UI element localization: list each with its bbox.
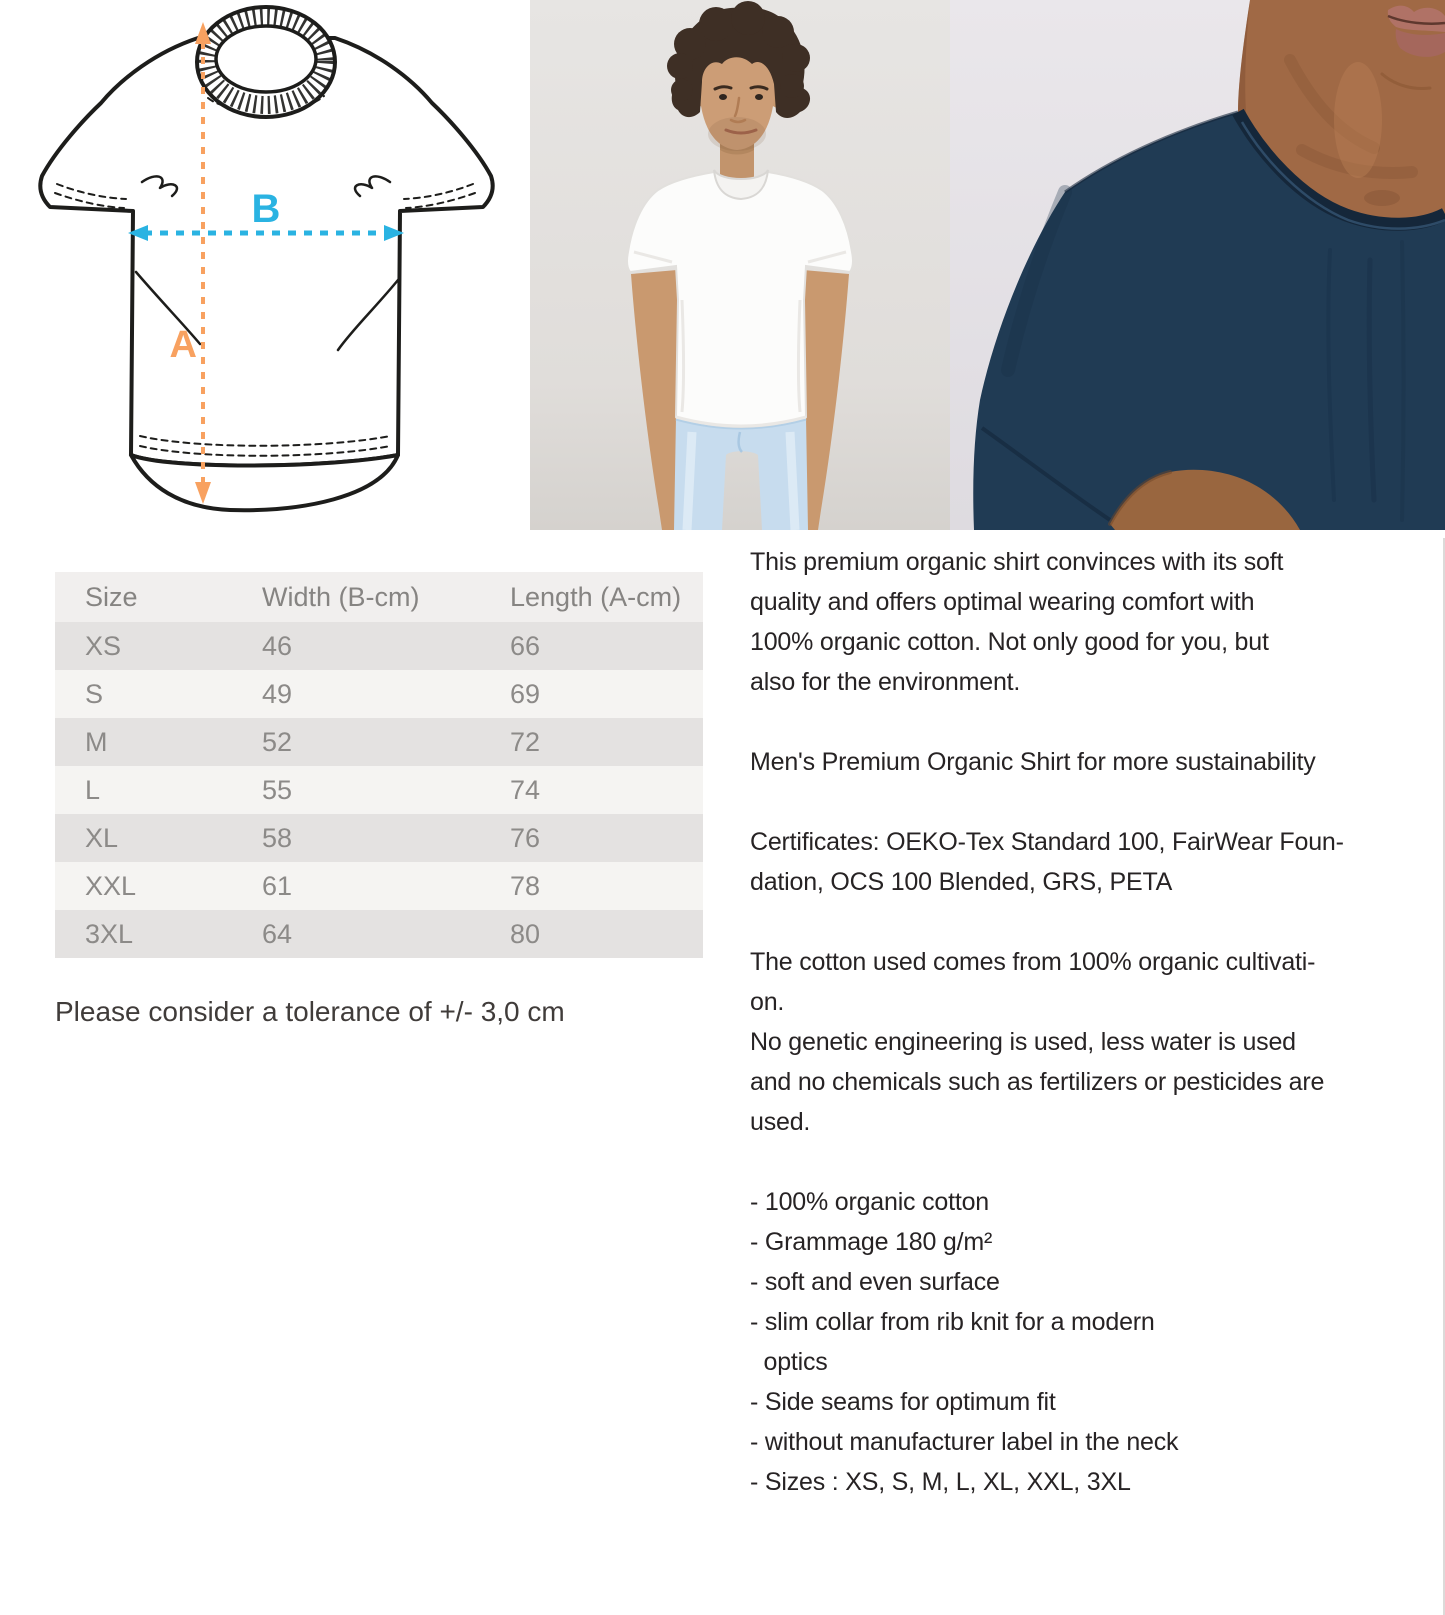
length-cell: 80 xyxy=(510,918,541,949)
throat-highlight xyxy=(1334,62,1382,178)
tshirt-measurement-diagram xyxy=(0,0,530,530)
width-cell: 49 xyxy=(262,678,293,709)
description-line: Certificates: OEKO-Tex Standard 100, FairWear Foun- xyxy=(750,828,1344,856)
size-table-body xyxy=(55,622,703,958)
length-cell: 76 xyxy=(510,822,541,853)
left-eye xyxy=(719,94,727,100)
model-photo-white-shirt xyxy=(530,0,950,530)
description-line: The cotton used comes from 100% organic cultivati- xyxy=(750,948,1316,976)
description-line: No genetic engineering is used, less water is used xyxy=(750,1028,1296,1056)
size-table xyxy=(55,572,703,958)
product-description xyxy=(750,542,1410,1542)
description-line: used. xyxy=(750,1108,811,1136)
closeup-photo-navy-shirt xyxy=(950,0,1445,530)
tshirt-line-drawing xyxy=(40,7,492,510)
description-paragraph xyxy=(750,542,1410,702)
width-cell: 46 xyxy=(262,630,293,661)
description-paragraph xyxy=(750,942,1410,1142)
size-cell: XXL xyxy=(85,870,137,901)
description-line: Men's Premium Organic Shirt for more sustainability xyxy=(750,748,1316,776)
size-cell: XL xyxy=(85,822,119,853)
table-row xyxy=(55,718,703,766)
description-paragraph xyxy=(750,1182,1410,1502)
ribbed-collar xyxy=(197,7,335,117)
width-cell: 61 xyxy=(262,870,293,901)
width-cell: 58 xyxy=(262,822,293,853)
size-cell: L xyxy=(85,774,101,805)
table-row xyxy=(55,910,703,958)
description-line: quality and offers optimal wearing comfort with xyxy=(750,588,1255,616)
description-line: - Sizes : XS, S, M, L, XL, XXL, 3XL xyxy=(750,1468,1131,1496)
description-line: - slim collar from rib knit for a modern xyxy=(750,1308,1155,1336)
width-cell: 55 xyxy=(262,774,293,805)
description-line: also for the environment. xyxy=(750,668,1021,696)
length-cell: 72 xyxy=(510,726,541,757)
tshirt-diagram-svg xyxy=(0,0,530,530)
size-table-header xyxy=(55,572,703,622)
size-cell: XS xyxy=(85,630,122,661)
length-cell: 74 xyxy=(510,774,541,805)
closeup-photo-svg xyxy=(950,0,1445,530)
length-cell: 78 xyxy=(510,870,541,901)
description-line: - without manufacturer label in the neck xyxy=(750,1428,1179,1456)
clavicle-notch-shadow xyxy=(1364,190,1400,206)
description-paragraph xyxy=(750,822,1410,902)
length-cell: 66 xyxy=(510,630,541,661)
table-row xyxy=(55,670,703,718)
description-line: on. xyxy=(750,988,785,1016)
width-cell: 64 xyxy=(262,918,293,949)
table-row xyxy=(55,814,703,862)
measure-b-label: B xyxy=(251,187,281,231)
description-line: optics xyxy=(750,1348,828,1376)
description-line: 100% organic cotton. Not only good for you, but xyxy=(750,628,1269,656)
description-line: and no chemicals such as fertilizers or pesticides are xyxy=(750,1068,1325,1096)
measure-a-label: A xyxy=(169,324,197,366)
description-line: - 100% organic cotton xyxy=(750,1188,990,1216)
length-cell: 69 xyxy=(510,678,541,709)
size-cell: M xyxy=(85,726,108,757)
description-line: This premium organic shirt convinces with its soft xyxy=(750,548,1284,576)
model-photo-svg xyxy=(530,0,950,530)
description-line: - Side seams for optimum fit xyxy=(750,1388,1056,1416)
description-line: - Grammage 180 g/m² xyxy=(750,1228,993,1256)
right-eye xyxy=(755,94,763,100)
size-cell: 3XL xyxy=(85,918,134,949)
description-paragraph xyxy=(750,742,1410,782)
description-line: - soft and even surface xyxy=(750,1268,1000,1296)
width-cell: 52 xyxy=(262,726,293,757)
table-row xyxy=(55,622,703,670)
column-header-width: Width (B-cm) xyxy=(262,581,420,612)
size-cell: S xyxy=(85,678,104,709)
tolerance-note: Please consider a tolerance of +/- 3,0 cm xyxy=(55,996,565,1027)
table-row xyxy=(55,766,703,814)
column-header-size: Size xyxy=(85,581,138,612)
column-header-length: Length (A-cm) xyxy=(510,581,682,612)
table-row xyxy=(55,862,703,910)
description-line: dation, OCS 100 Blended, GRS, PETA xyxy=(750,868,1173,896)
